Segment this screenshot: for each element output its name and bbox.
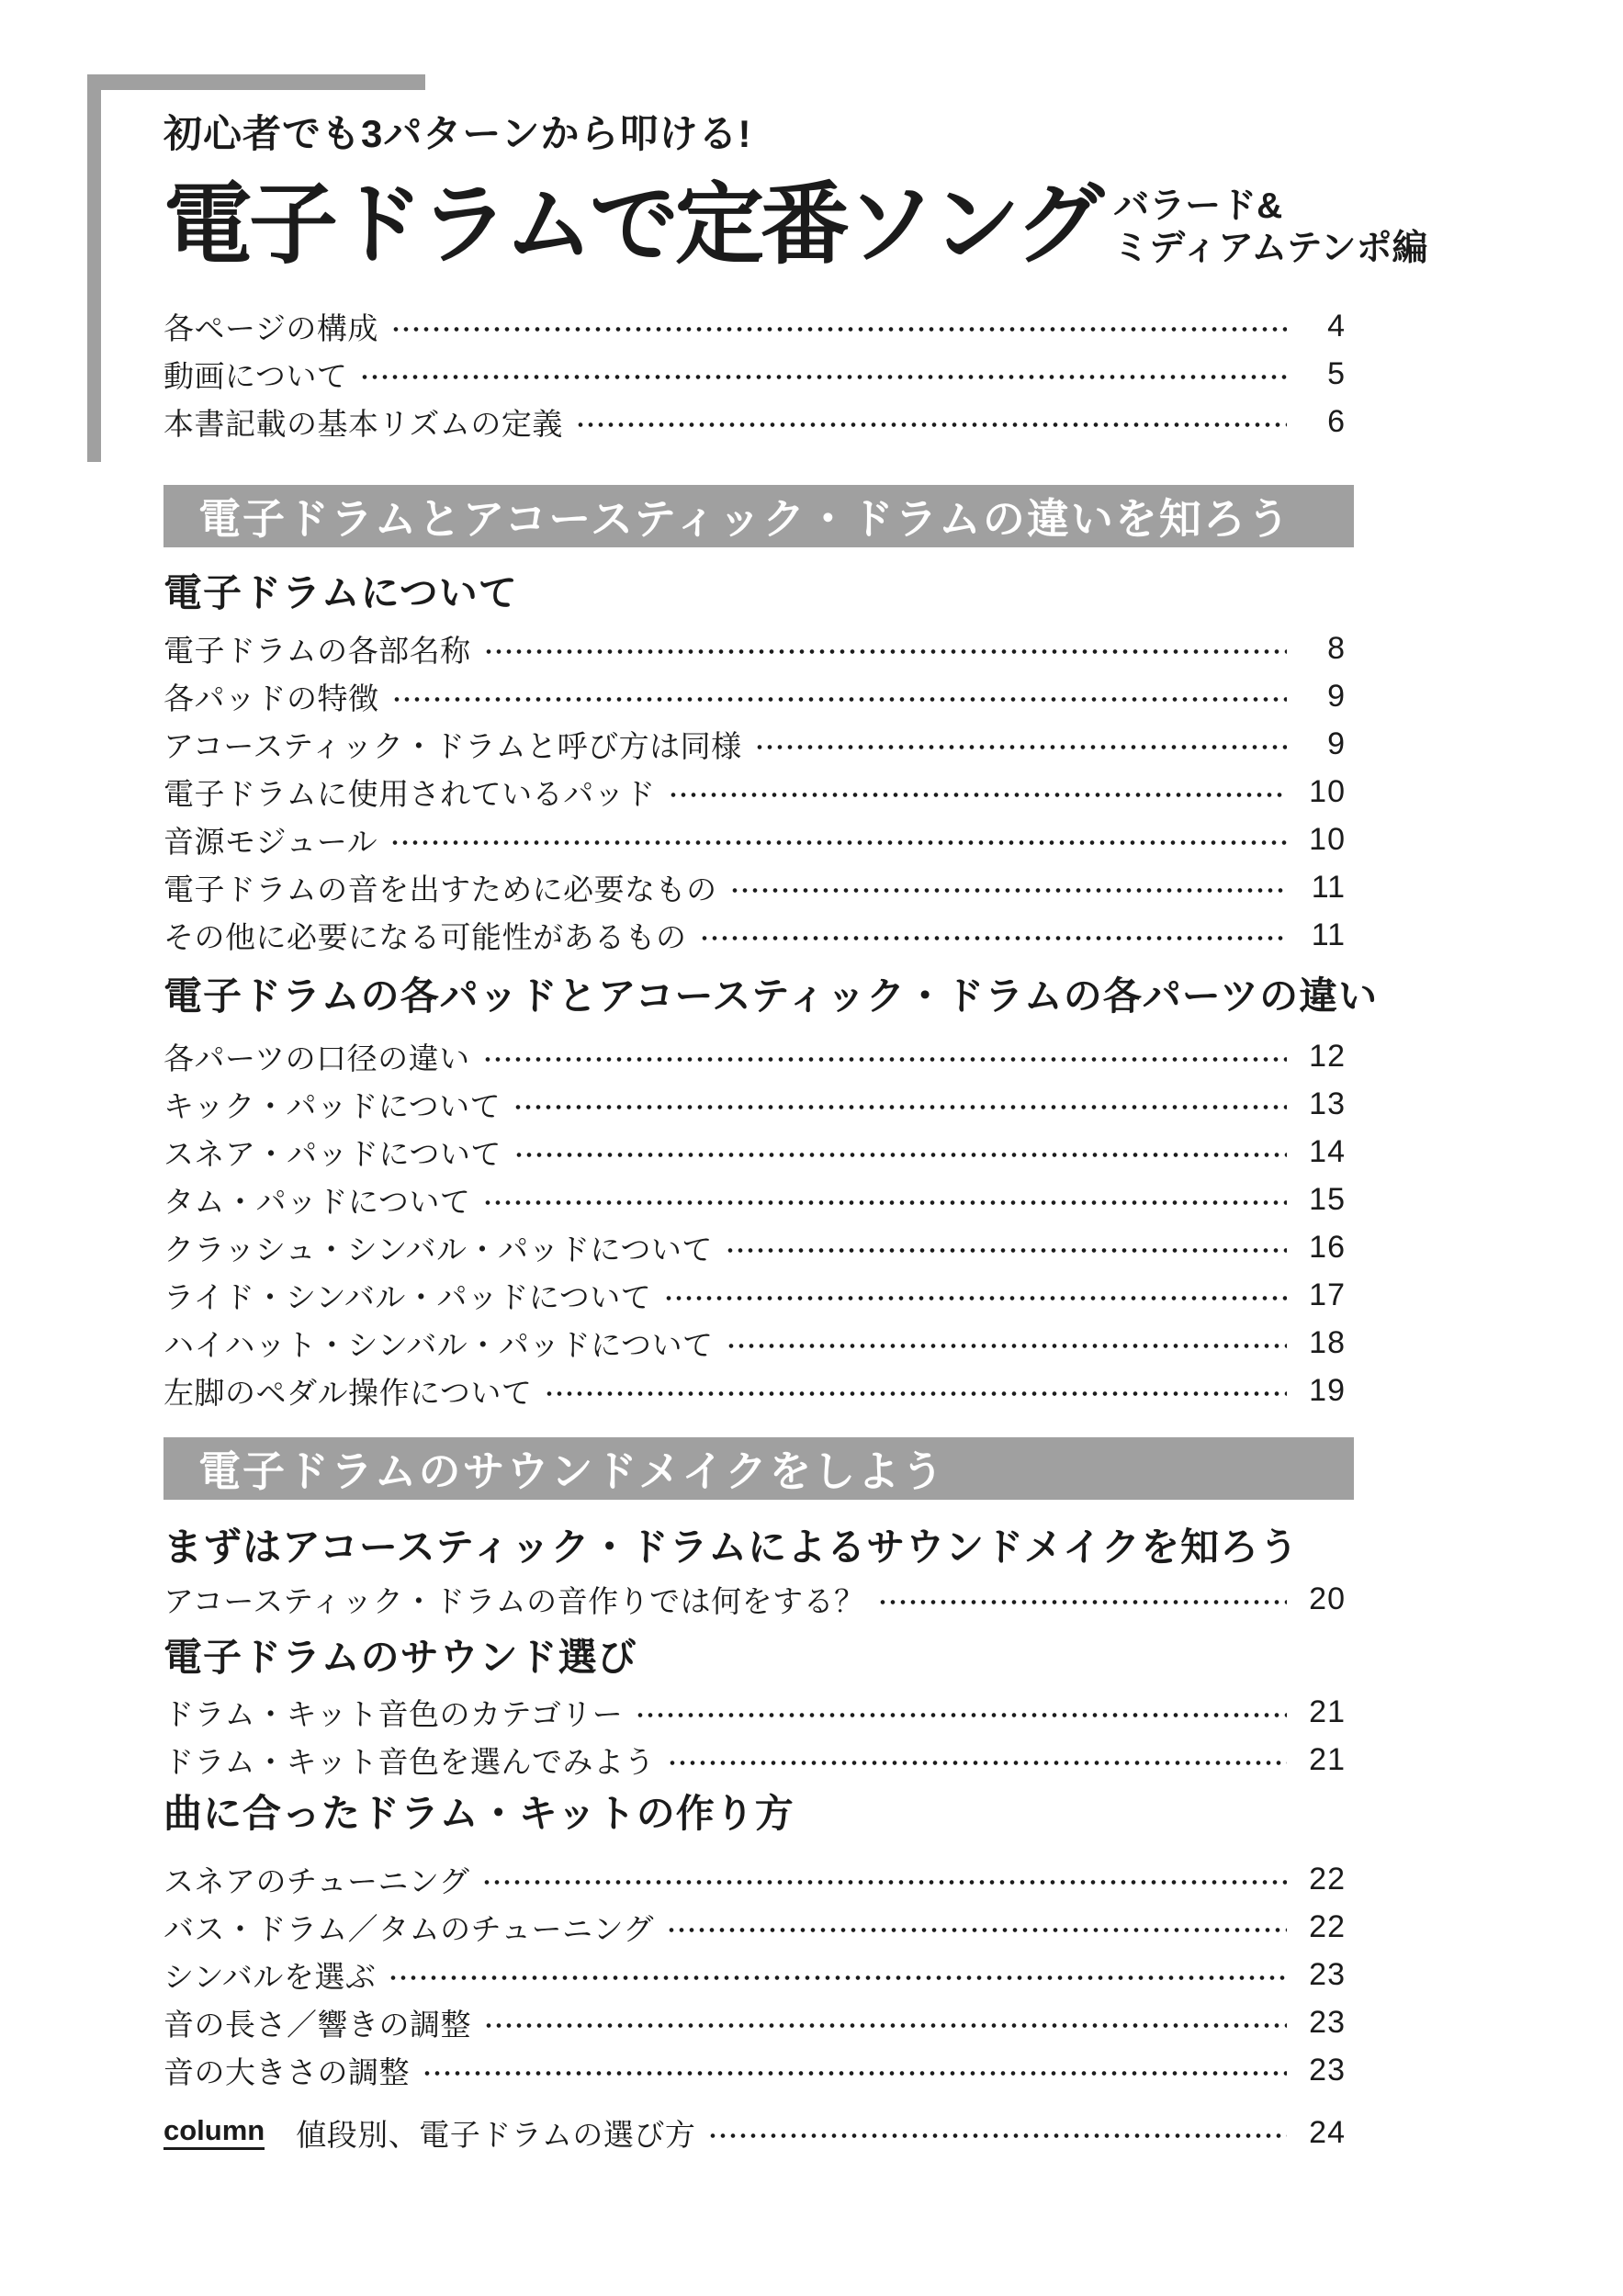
column-note-page: 24 [1309,2114,1346,2150]
toc-entry [163,1855,1346,1903]
toc-entry [163,1736,1346,1784]
toc-group [163,974,1379,1414]
corner-mark-vertical [87,74,101,462]
column-note-label: 値段別、電子ドラムの選び方 [296,2117,696,2152]
toc-entry [163,1223,1346,1271]
book-logo-title: 電子ドラムで定番ソング [163,174,1101,275]
group-toc-list [163,1032,1354,1414]
toc-entry [163,1951,1346,1998]
book-tagline: 初心者でも3パターンから叩ける! [163,112,752,155]
dot-leader [515,1104,1287,1110]
toc-entry-page: 14 [1309,1133,1346,1169]
group-toc-list [163,1855,1354,2094]
toc-entry-label: スネアのチューニング [163,1863,470,1898]
toc-entry-page: 22 [1309,1908,1346,1944]
toc-entry-label: その他に必要になる可能性があるもの [163,919,687,954]
toc-entry-label: 左脚のペダル操作について [163,1375,533,1410]
column-note-row [163,2109,1346,2156]
toc-content [163,0,1428,2156]
toc-entry [163,1080,1346,1128]
toc-entry [163,1367,1346,1414]
toc-entry-page: 17 [1309,1277,1346,1312]
toc-entry-page: 6 [1327,403,1346,439]
toc-entry-label: 電子ドラムに使用されているパッド [163,776,656,811]
toc-entry-page: 13 [1309,1086,1346,1121]
section-title: 電子ドラムのサウンドメイクをしよう [198,1447,946,1495]
dot-leader [392,839,1287,846]
toc-entry-label: ライド・シンバル・パッドについて [163,1279,652,1314]
dot-leader [669,1927,1287,1933]
toc-entry-label: キック・パッドについて [163,1088,502,1123]
toc-entry-label: ドラム・キット音色のカテゴリー [163,1696,624,1731]
group-heading: 電子ドラムについて [163,571,518,614]
dot-leader [880,1599,1287,1605]
dot-leader [727,1247,1287,1254]
toc-entry-page: 23 [1309,1956,1346,1992]
toc-entry-label: 本書記載の基本リズムの定義 [163,406,563,441]
dot-leader [710,2133,1287,2139]
toc-entry-label: 各パーツの口径の違い [163,1041,470,1075]
toc-entry [163,1271,1346,1319]
toc-entry-page: 9 [1327,726,1346,761]
toc-entry-page: 18 [1309,1324,1346,1360]
toc-entry-label: 電子ドラムの音を出すために必要なもの [163,872,717,906]
dot-leader [394,696,1288,703]
dot-leader [578,422,1287,428]
book-edition-line-2: ミディアムテンポ編 [1113,229,1428,268]
toc-entry-label: バス・ドラム／タムのチューニング [163,1911,655,1946]
toc-entry [163,302,1346,350]
dot-leader [637,1712,1287,1718]
toc-group [163,1792,1354,2094]
toc-entry-page: 23 [1309,2052,1346,2088]
toc-entry-label: 各ページの構成 [163,310,378,345]
toc-entry-page: 11 [1311,917,1346,952]
toc-entry [163,398,1346,445]
toc-entry [163,1032,1346,1080]
section-groups [163,571,1379,1414]
toc-entry-page: 5 [1327,355,1346,391]
book-edition [1113,186,1427,270]
toc-entry-label: ハイハット・シンバル・パッドについて [163,1327,714,1362]
toc-entry [163,625,1346,672]
dot-leader [486,2022,1287,2029]
toc-entry-page: 20 [1309,1581,1346,1616]
toc-entry [163,1688,1346,1736]
dot-leader [757,744,1287,750]
toc-section [163,1437,1354,2094]
dot-leader [362,374,1287,380]
toc-entry [163,1319,1346,1367]
toc-entry-page: 19 [1309,1372,1346,1408]
book-title-block [163,174,1428,276]
toc-entry-label: アコースティック・ドラムと呼び方は同様 [163,728,742,763]
toc-entry-page: 11 [1311,869,1346,905]
toc-entry [163,2046,1346,2094]
toc-entry-page: 21 [1309,1741,1346,1777]
toc-section [163,485,1379,1414]
toc-entry-page: 22 [1309,1861,1346,1896]
toc-entry-page: 9 [1327,678,1346,714]
toc-entry-page: 15 [1309,1181,1346,1217]
section-header-bar [163,485,1354,547]
toc-entry-page: 16 [1309,1229,1346,1265]
dot-leader [393,326,1287,332]
group-heading: 電子ドラムの各パッドとアコースティック・ドラムの各パーツの違い [163,974,1379,1018]
toc-entry [163,768,1346,816]
group-heading: 曲に合ったドラム・キットの作り方 [163,1792,795,1835]
dot-leader [666,1295,1287,1301]
dot-leader [671,792,1287,798]
toc-entry-page: 23 [1309,2004,1346,2040]
toc-entry [163,1998,1346,2046]
toc-entry-label: スネア・パッドについて [163,1136,502,1171]
toc-entry [163,672,1346,720]
toc-entry [163,1176,1346,1223]
toc-entry [163,816,1346,863]
group-toc-list [163,1688,1354,1784]
toc-entry [163,720,1346,768]
toc-entry-label: 音の大きさの調整 [163,2054,410,2089]
toc-entry [163,1128,1346,1176]
toc-entry-page: 12 [1309,1038,1346,1074]
toc-entry-page: 10 [1309,773,1346,809]
group-heading: 電子ドラムのサウンド選び [163,1636,637,1679]
toc-entry-label: ドラム・キット音色を選んでみよう [163,1744,656,1779]
dot-leader [484,1879,1287,1885]
dot-leader [732,887,1287,894]
toc-entry-page: 21 [1309,1694,1346,1729]
toc-entry-label: 各パッドの特徴 [163,681,379,715]
toc-group [163,571,1354,959]
section-title: 電子ドラムとアコースティック・ドラムの違いを知ろう [198,495,1291,543]
dot-leader [547,1390,1287,1397]
dot-leader [485,1199,1287,1206]
toc-group [163,1636,1354,1784]
toc-entry-label: タム・パッドについて [163,1184,471,1219]
column-tag: column [163,2116,265,2150]
toc-entry-page: 4 [1327,308,1346,343]
book-edition-line-1: バラード& [1113,186,1283,226]
dot-leader [486,648,1287,655]
dot-leader [702,935,1288,941]
toc-entry-label: クラッシュ・シンバル・パッドについて [163,1232,713,1266]
dot-leader [485,1056,1287,1063]
toc-sections [163,485,1379,2094]
toc-entry [163,350,1346,398]
toc-entry [163,911,1346,959]
group-heading: まずはアコースティック・ドラムによるサウンドメイクを知ろう [163,1525,1300,1569]
group-toc-list [163,625,1354,959]
toc-entry-label: 動画について [163,358,348,393]
toc-entry [163,1575,1346,1623]
toc-entry [163,863,1346,911]
dot-leader [728,1343,1287,1349]
intro-toc-list [163,302,1354,445]
toc-entry-label: 電子ドラムの各部名称 [163,633,471,668]
toc-entry [163,1903,1346,1951]
section-header-bar [163,1437,1354,1500]
dot-leader [424,2070,1287,2077]
toc-entry-page: 8 [1327,630,1346,666]
toc-entry-label: シンバルを選ぶ [163,1959,377,1994]
toc-entry-label: 音源モジュール [163,824,378,859]
toc-entry-label: アコースティック・ドラムの音作りでは何をする？ [163,1583,865,1618]
dot-leader [670,1760,1287,1766]
toc-entry-page: 10 [1309,821,1346,857]
group-toc-list [163,1575,1354,1623]
toc-group [163,1525,1354,1623]
section-groups [163,1525,1354,2094]
dot-leader [516,1152,1287,1158]
dot-leader [390,1975,1287,1981]
toc-entry-label: 音の長さ／響きの調整 [163,2007,471,2042]
